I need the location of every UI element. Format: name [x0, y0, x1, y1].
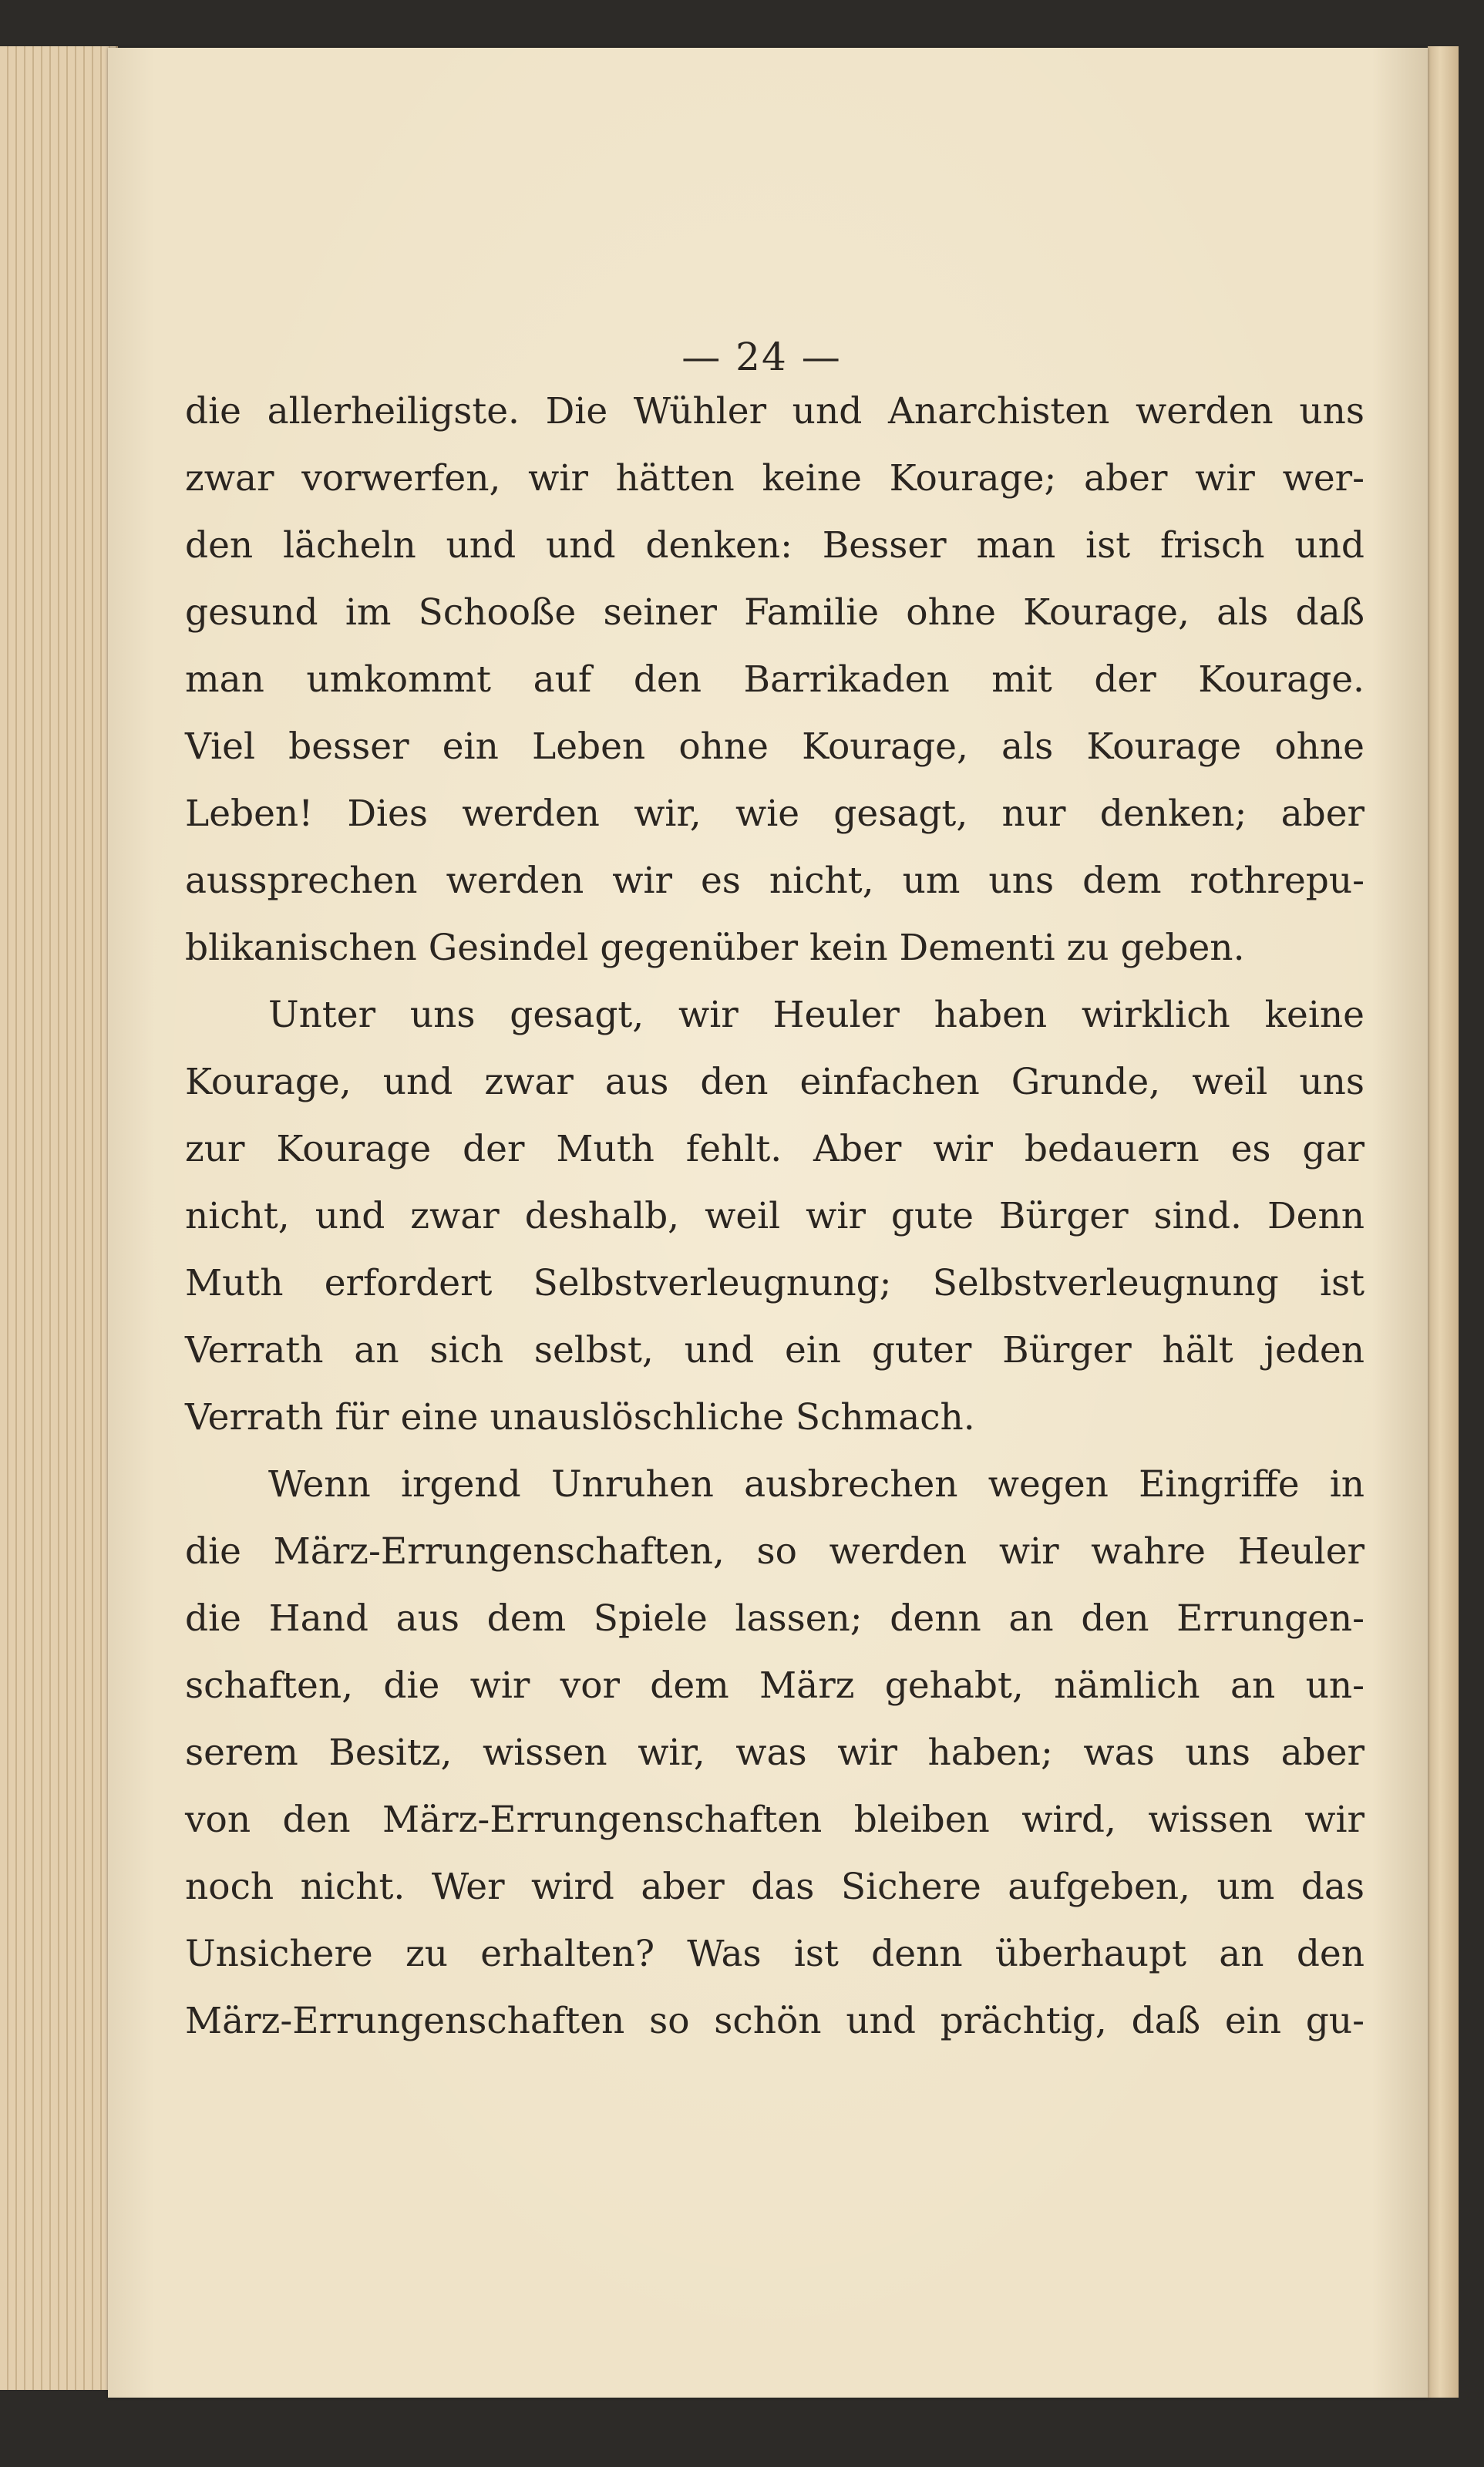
text-line: von den März-Errungenschaften bleiben wird, wissen wir: [185, 1799, 1365, 1841]
text-line: gesund im Schooße seiner Familie ohne Kourage, als daß: [185, 591, 1365, 634]
text-line: die Hand aus dem Spiele lassen; denn an den Errungen-: [185, 1597, 1365, 1640]
text-line: aussprechen werden wir es nicht, um uns dem rothrepu-: [185, 860, 1365, 902]
text-line: Unter uns gesagt, wir Heuler haben wirklich keine: [268, 994, 1365, 1036]
text-line: Kourage, und zwar aus den einfachen Grunde, weil uns: [185, 1061, 1365, 1103]
text-line: Viel besser ein Leben ohne Kourage, als Kourage ohne: [185, 725, 1365, 768]
text-line: Unsichere zu erhalten? Was ist denn überhaupt an den: [185, 1933, 1365, 1975]
text-line: schaften, die wir vor dem März gehabt, nämlich an un-: [185, 1664, 1365, 1707]
text-line: zwar vorwerfen, wir hätten keine Kourage; aber wir wer-: [185, 457, 1365, 500]
text-line: Verrath für eine unauslöschliche Schmach.: [185, 1396, 975, 1439]
page-number: — 24 —: [681, 335, 842, 379]
text-line: Leben! Dies werden wir, wie gesagt, nur denken; aber: [185, 793, 1365, 835]
text-line: serem Besitz, wissen wir, was wir haben; was uns aber: [185, 1732, 1365, 1774]
text-line: den lächeln und und denken: Besser man ist frisch und: [185, 524, 1365, 567]
stacked-page-edges: [0, 46, 118, 2390]
text-line: Wenn irgend Unruhen ausbrechen wegen Eingriffe in: [268, 1463, 1365, 1506]
text-line: zur Kourage der Muth fehlt. Aber wir bedauern es gar: [185, 1128, 1365, 1170]
text-line: Verrath an sich selbst, und ein guter Bürger hält jeden: [185, 1329, 1365, 1371]
text-line: man umkommt auf den Barrikaden mit der Kourage.: [185, 658, 1365, 701]
body-text: [185, 378, 1365, 2055]
text-line: nicht, und zwar deshalb, weil wir gute Bürger sind. Denn: [185, 1195, 1365, 1237]
text-line: die März-Errungenschaften, so werden wir wahre Heuler: [185, 1530, 1365, 1573]
text-line: die allerheiligste. Die Wühler und Anarchisten werden uns: [185, 390, 1365, 432]
text-line: blikanischen Gesindel gegenüber kein Dementi zu geben.: [185, 927, 1245, 969]
text-line: Muth erfordert Selbstverleugnung; Selbstverleugnung ist: [185, 1262, 1365, 1304]
text-line: März-Errungenschaften so schön und prächtig, daß ein gu-: [185, 2000, 1365, 2042]
page-right-edge: [1428, 46, 1459, 2398]
text-line: noch nicht. Wer wird aber das Sichere aufgeben, um das: [185, 1866, 1365, 1908]
